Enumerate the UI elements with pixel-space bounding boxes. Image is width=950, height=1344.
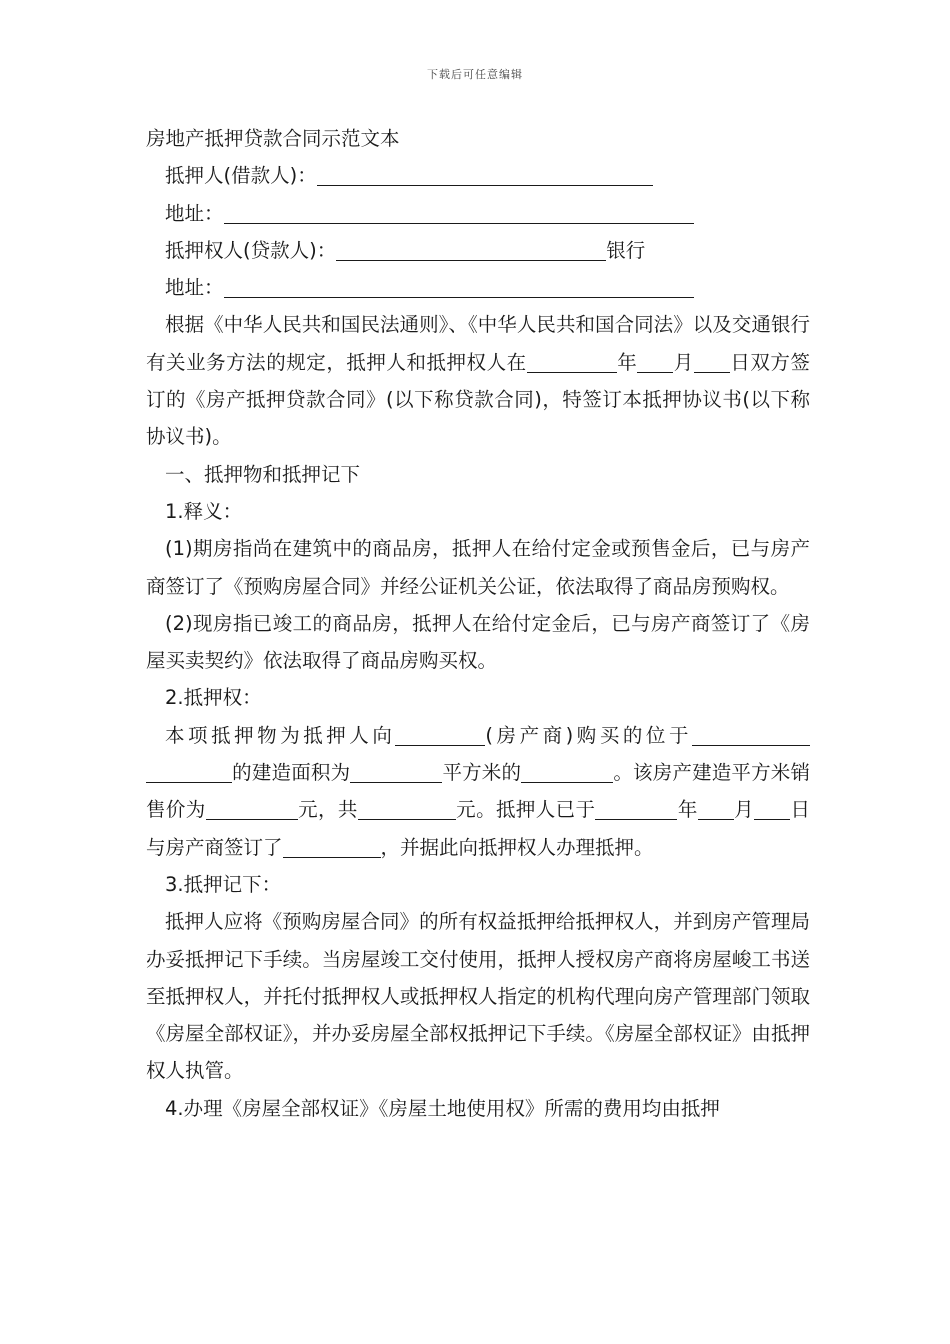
month-text: 月 bbox=[673, 350, 694, 374]
item2-text: 平方米的 bbox=[442, 761, 522, 785]
usage-blank bbox=[521, 760, 613, 783]
item2-text: (房产商)购买的位于 bbox=[485, 723, 692, 747]
preamble-text: 根据《中华人民共和国民法通则》、《中华人民共和国合同法》以及交通银行有关业务方法的规定，抵押人和抵押权人在 bbox=[146, 313, 810, 374]
item2-text: 元，共 bbox=[297, 798, 358, 822]
preamble-text-end: 日双方签订的《房产抵押贷款合同》(以下称贷款合同)，特签订本抵押协议书(以下称协议书)。 bbox=[146, 350, 810, 449]
year-text: 年 bbox=[616, 350, 638, 374]
mortgagee-line bbox=[146, 232, 810, 269]
date-year-blank bbox=[527, 350, 617, 373]
section1-heading: 一、抵押物和抵押记下 bbox=[165, 462, 361, 486]
area-blank bbox=[350, 760, 442, 783]
address-label: 地址： bbox=[165, 201, 224, 225]
mortgagor-blank bbox=[317, 163, 653, 186]
total-price-blank bbox=[358, 797, 456, 820]
item1-paragraph-1: (1)期房指尚在建筑中的商品房，抵押人在给付定金或预售金后，已与房产商签订了《预购房屋合同》并经公证机关公证，依法取得了商品房预购权。 bbox=[146, 537, 810, 598]
item2-text: 日与房产商签订了 bbox=[146, 798, 810, 859]
item2-text: 月 bbox=[733, 798, 755, 822]
item2-text: 的建造面积为 bbox=[232, 761, 351, 785]
date-day-blank bbox=[694, 350, 730, 373]
mortgagee-blank bbox=[336, 238, 606, 261]
sign-year-blank bbox=[595, 797, 667, 820]
sign-day-blank bbox=[754, 797, 790, 820]
item3-paragraph: 抵押人应将《预购房屋合同》的所有权益抵押给抵押权人，并到房产管理局办妥抵押记下手续。当房屋竣工交付使用，抵押人授权房产商将房屋峻工书送至抵押权人，并托付抵押权人或抵押权人指定的机构代理向房产管理部门领取《房屋全部权证》，并办妥房屋全部权抵押记下手续。《房屋全部权证》由抵押权人执管。 bbox=[146, 910, 810, 1083]
document-title: 房地产抵押贷款合同示范文本 bbox=[146, 127, 400, 150]
mortgagee-label: 抵押权人(贷款人)： bbox=[165, 238, 337, 262]
unit-price-blank bbox=[206, 797, 298, 820]
item4-paragraph: 4.办理《房屋全部权证》《房屋土地使用权》所需的费用均由抵押 bbox=[165, 1096, 720, 1120]
item2-text: 。该房产建造平方米销售价为 bbox=[146, 761, 810, 822]
document-body bbox=[146, 120, 810, 1127]
preamble-paragraph bbox=[146, 306, 810, 455]
address-label: 地址： bbox=[165, 276, 224, 300]
mortgagee-address-line bbox=[146, 269, 810, 306]
developer-blank bbox=[395, 723, 485, 746]
item2-text: ，并据此向抵押权人办理抵押。 bbox=[380, 835, 654, 859]
location-blank bbox=[692, 723, 810, 746]
mortgagee-address-blank bbox=[224, 275, 694, 298]
item2-text: 元。抵押人已于 bbox=[455, 798, 596, 822]
mortgagor-line bbox=[146, 157, 810, 194]
item2-text: 本项抵押物为抵押人向 bbox=[165, 723, 396, 747]
item2-text: 年 bbox=[677, 798, 698, 822]
item1-paragraph-2: (2)现房指已竣工的商品房，抵押人在给付定金后，已与房产商签订了《房屋买卖契约》依法取得了商品房购买权。 bbox=[146, 611, 810, 673]
mortgagor-address-blank bbox=[224, 201, 694, 224]
item1-heading: 1.释义： bbox=[165, 499, 243, 523]
sign-month-blank bbox=[698, 797, 734, 820]
mortgagor-label: 抵押人(借款人)： bbox=[165, 164, 317, 188]
item2-heading: 2.抵押权： bbox=[165, 686, 262, 710]
contract-name-blank bbox=[283, 835, 381, 858]
date-month-blank bbox=[637, 350, 673, 373]
location-blank-cont bbox=[146, 760, 232, 783]
item3-heading: 3.抵押记下： bbox=[165, 872, 282, 896]
header-note: 下载后可任意编辑 bbox=[427, 68, 523, 81]
item2-paragraph bbox=[146, 717, 810, 866]
mortgagor-address-line bbox=[146, 195, 810, 232]
bank-suffix: 银行 bbox=[606, 238, 646, 262]
sign-year-blank-cont bbox=[667, 797, 677, 820]
